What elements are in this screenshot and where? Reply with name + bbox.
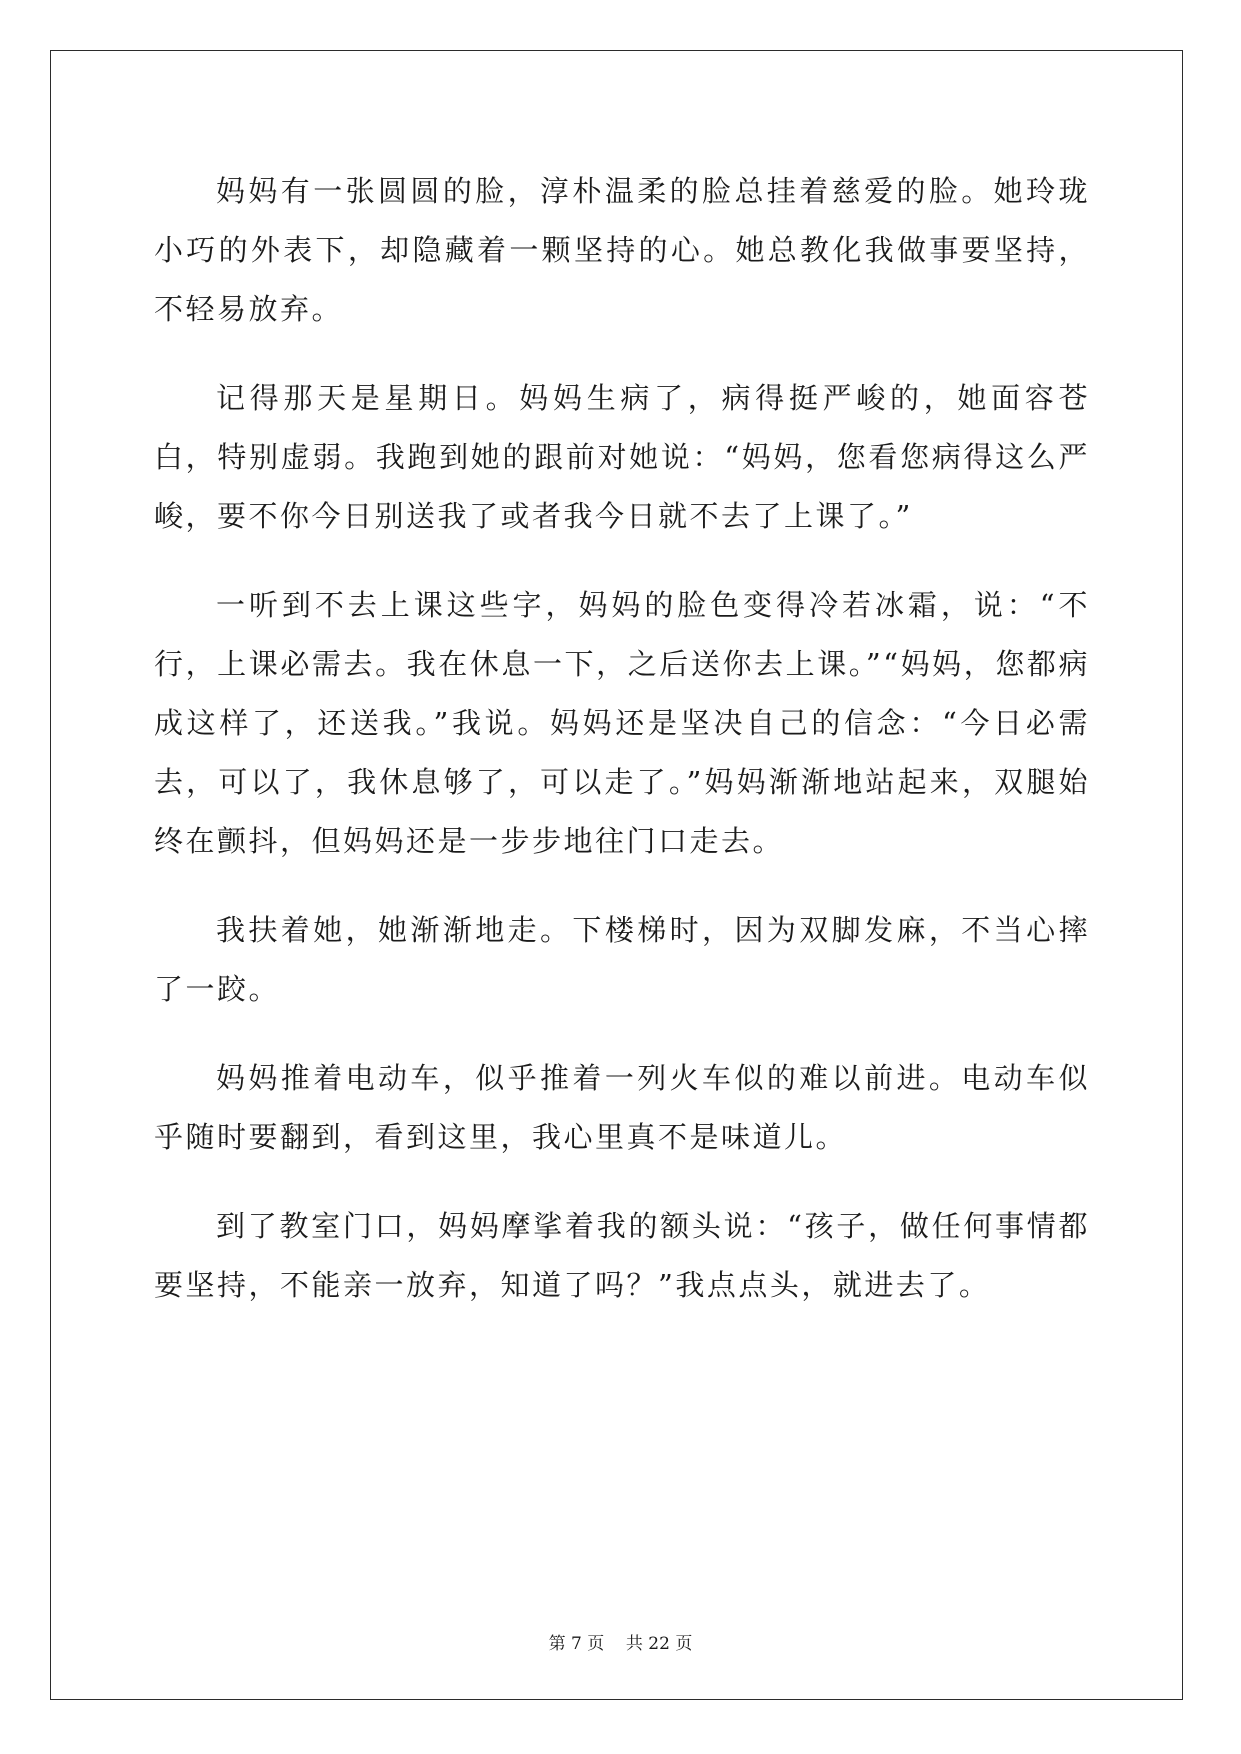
paragraph: 到了教室门口，妈妈摩挲着我的额头说：“孩子，做任何事情都要坚持，不能亲一放弃，知道了吗？”我点点头，就进去了。: [154, 1209, 1090, 1302]
paragraph: 记得那天是星期日。妈妈生病了，病得挺严峻的，她面容苍白，特别虚弱。我跑到她的跟前对她说：“妈妈，您看您病得这么严峻，要不你今日别送我了或者我今日就不去了上课了。”: [154, 381, 1090, 533]
paragraph: 妈妈有一张圆圆的脸，淳朴温柔的脸总挂着慈爱的脸。她玲珑小巧的外表下，却隐藏着一颗坚持的心。她总教化我做事要坚持，不轻易放弃。: [154, 174, 1090, 326]
document-body: [154, 162, 1090, 1315]
paragraph: 我扶着她，她渐渐地走。下楼梯时，因为双脚发麻，不当心摔了一跤。: [154, 913, 1090, 1006]
page-number-footer: 第 7 页 共 22 页: [548, 1634, 693, 1654]
paragraph: 妈妈推着电动车，似乎推着一列火车似的难以前进。电动车似乎随时要翻到，看到这里，我心里真不是味道儿。: [154, 1061, 1090, 1154]
paragraph: 一听到不去上课这些字，妈妈的脸色变得冷若冰霜，说：“不行，上课必需去。我在休息一下，之后送你去上课。”“妈妈，您都病成这样了，还送我。”我说。妈妈还是坚决自己的信念：“今日必需去，可以了，我休息够了，可以走了。”妈妈渐渐地站起来，双腿始终在颤抖，但妈妈还是一步步地往门口走去。: [154, 588, 1090, 858]
